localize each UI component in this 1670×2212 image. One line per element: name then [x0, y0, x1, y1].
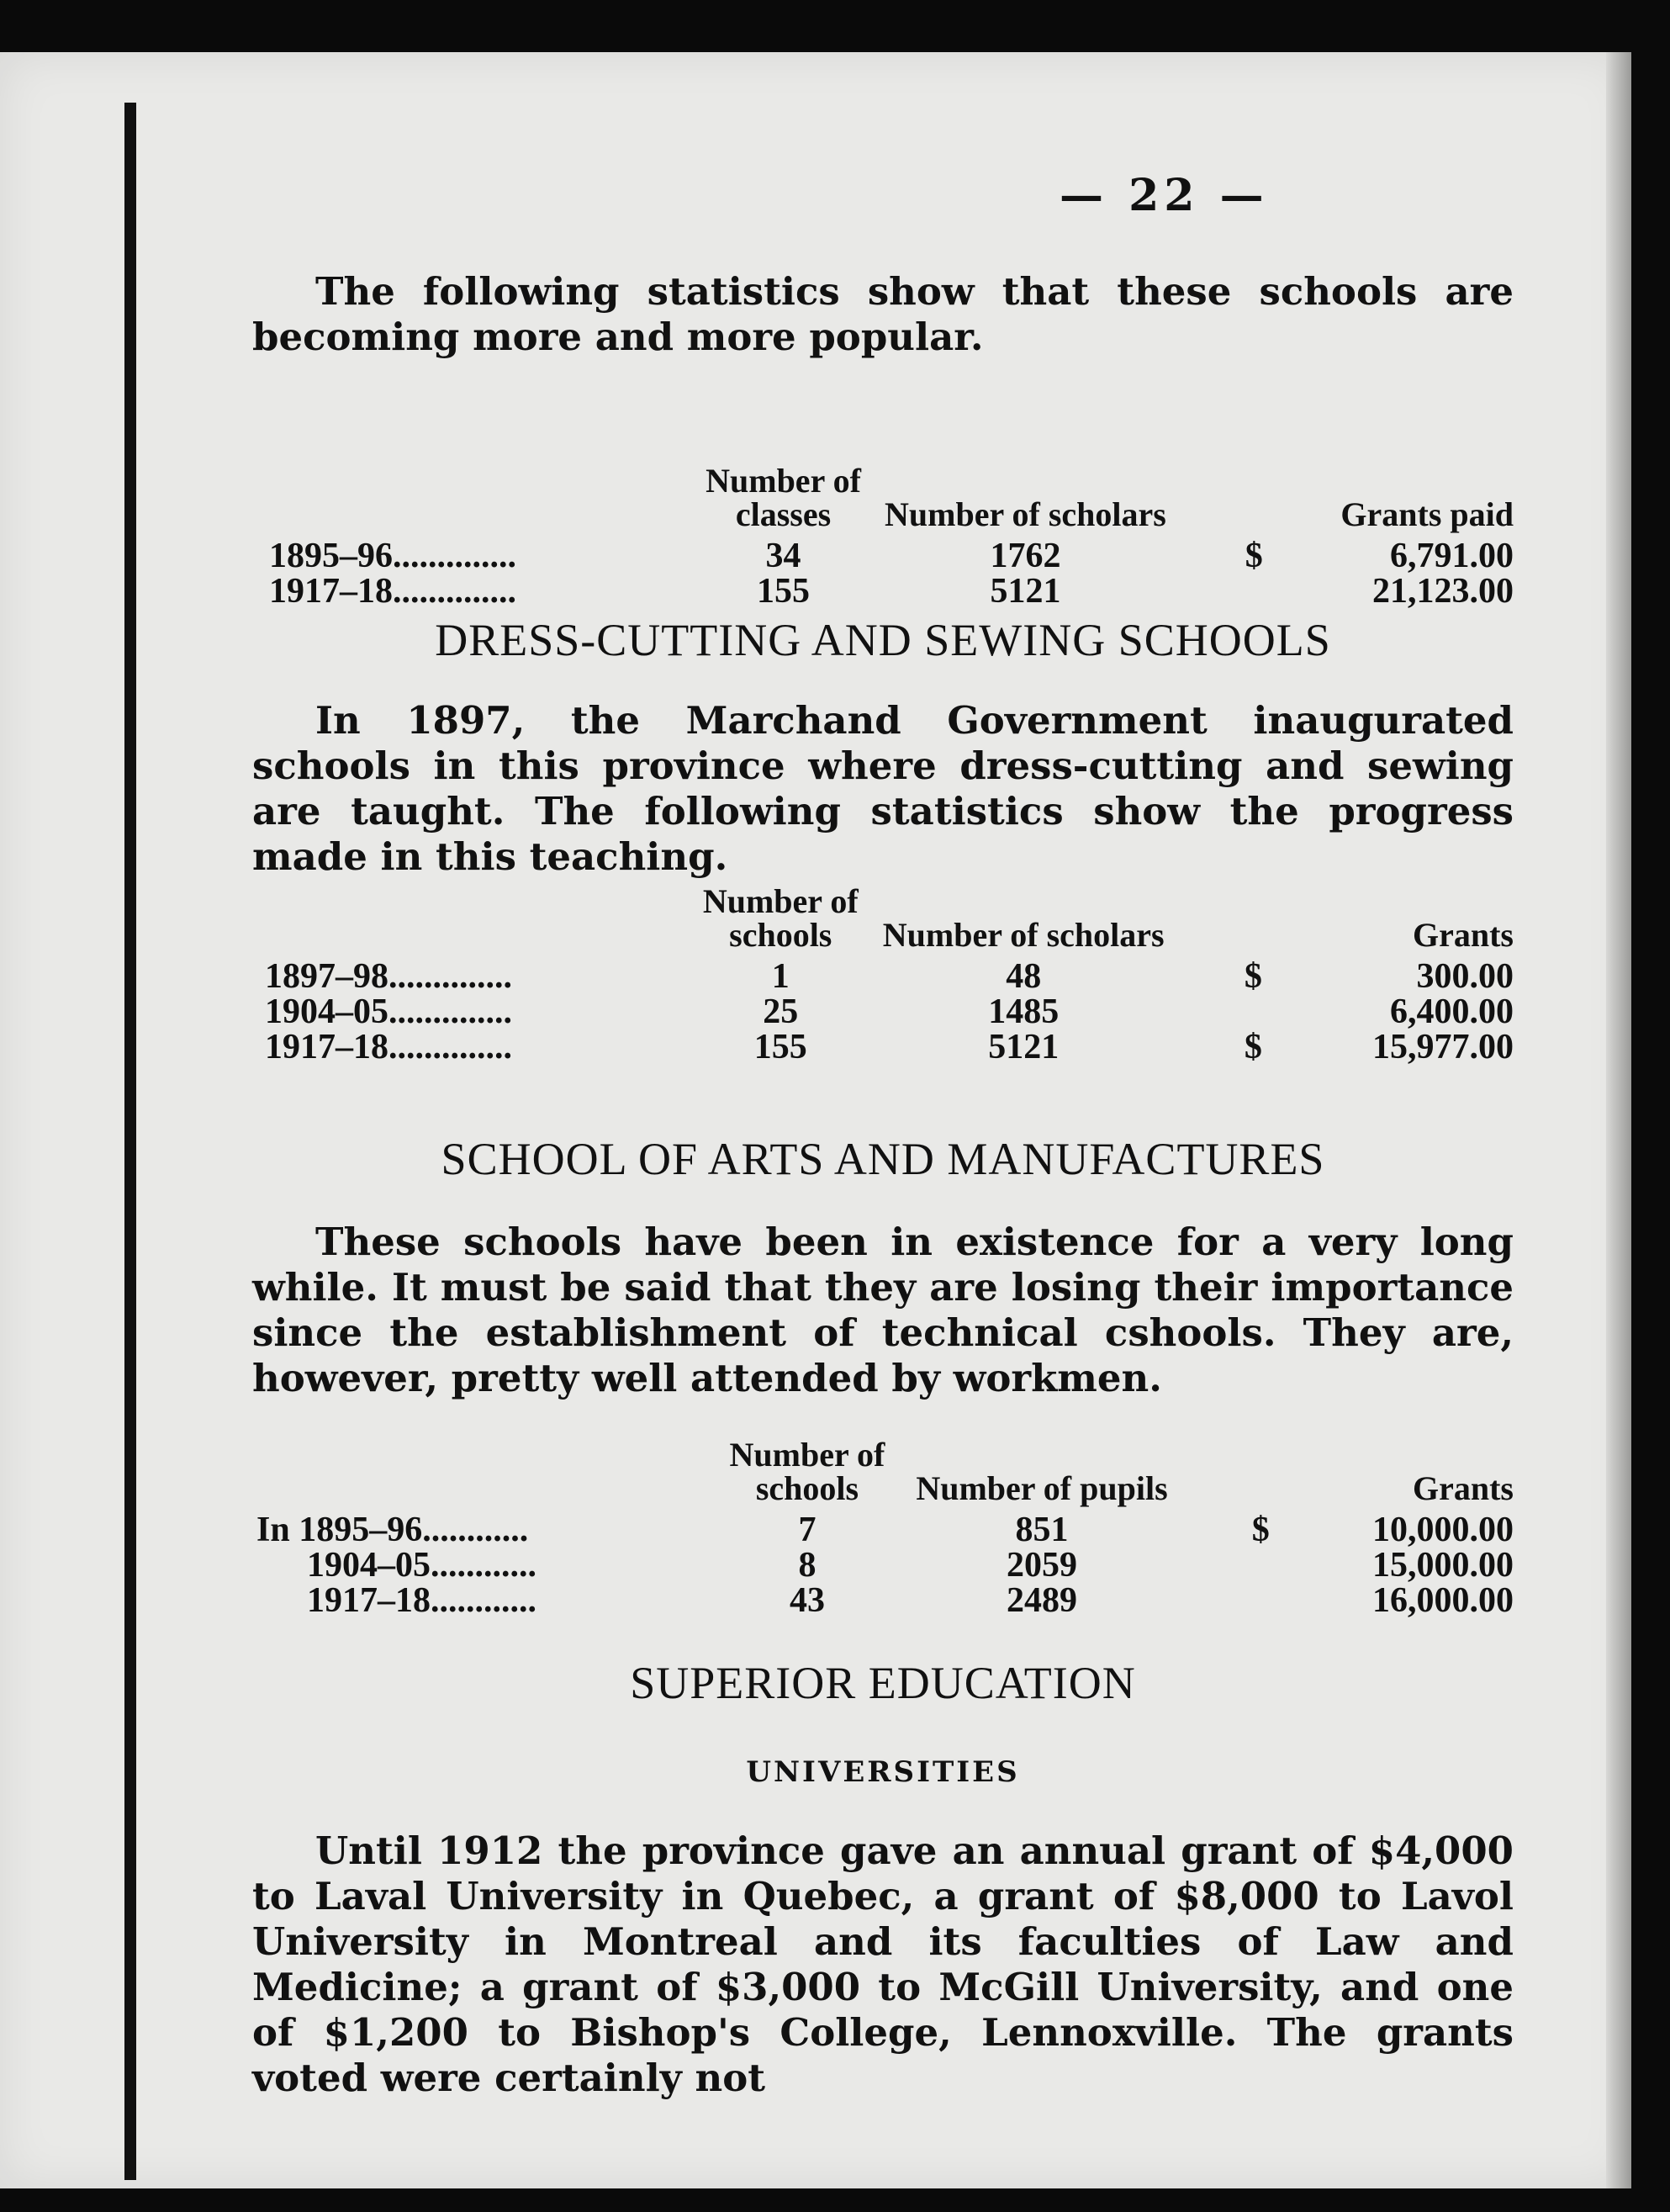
table-header-cell: Number of classes	[706, 462, 861, 533]
table-row	[256, 1512, 1514, 1548]
table-header-cell: Number of scholars	[882, 916, 1165, 954]
table-header-cell: Number of scholars	[885, 495, 1166, 533]
table-header-cell: Grants	[1413, 916, 1514, 954]
dollar-sign: $	[1251, 1511, 1270, 1549]
table-header-cell	[256, 1438, 713, 1512]
section-heading-arts-manufactures: SCHOOL OF ARTS AND MANUFACTURES	[441, 1134, 1325, 1184]
table-cell: 25	[763, 992, 799, 1031]
table-row	[265, 959, 1514, 994]
row-year: 1917–18	[269, 572, 393, 611]
table-header-cell: Number of schools	[702, 882, 859, 954]
table-cell: 2489	[1006, 1581, 1077, 1620]
dollar-sign	[1182, 1548, 1269, 1583]
table-cell: 851	[1015, 1511, 1069, 1549]
leader-dots: ............	[431, 1546, 536, 1585]
dress-cutting-paragraph: In 1897, the Marchand Government inaugurated schools in this province where dress-cutting and sewing are taught. The following statistics show the progress made in this teaching.	[252, 698, 1514, 879]
table-cell: 15,000.00	[1372, 1546, 1514, 1585]
table-row	[269, 574, 1514, 609]
table-cell: 10,000.00	[1372, 1511, 1514, 1549]
table-cell: 1	[771, 957, 790, 996]
table-row	[265, 994, 1514, 1029]
leader-dots: ............	[431, 1581, 536, 1620]
leader-dots: ..............	[388, 957, 512, 996]
intro-paragraph: The following statistics show that these schools are becoming more and more popular.	[252, 269, 1514, 359]
page-binding-edge	[124, 103, 136, 2180]
leader-dots: ..............	[393, 572, 516, 611]
row-year: 1917–18	[307, 1581, 431, 1620]
dollar-sign: $	[1245, 537, 1263, 575]
dollar-sign: $	[1244, 957, 1262, 996]
leader-dots: ..............	[393, 537, 516, 575]
table-cell: 2059	[1006, 1546, 1077, 1585]
table-dress-cutting-stats	[265, 882, 1514, 1066]
row-year: 1904–05	[265, 992, 388, 1031]
table-cell: 8	[798, 1546, 817, 1585]
table-header-cell	[1171, 464, 1263, 538]
dollar-sign: $	[1244, 1028, 1262, 1066]
row-year: 1895–96	[269, 537, 393, 575]
table-row	[269, 538, 1514, 574]
table-arts-manufactures-stats	[256, 1438, 1514, 1618]
table-header-cell	[1182, 1438, 1269, 1512]
page-number: — 22 —	[1060, 170, 1269, 221]
table-cell: 15,977.00	[1372, 1028, 1514, 1066]
arts-manufactures-paragraph: These schools have been in existence for a very long while. It must be said that they are losing their importance since the establishment of technical cshools. They are, however, pretty well attended by workmen.	[252, 1220, 1514, 1400]
section-heading-superior-education: SUPERIOR EDUCATION	[630, 1658, 1136, 1708]
book-page	[0, 52, 1631, 2188]
page-right-edge	[1606, 52, 1631, 2188]
table-cell: 1485	[988, 992, 1060, 1031]
table-cell: 16,000.00	[1372, 1581, 1514, 1620]
table-cell: 300.00	[1416, 957, 1514, 996]
row-year: 1897–98	[265, 957, 388, 996]
table-header-cell: Grants	[1413, 1469, 1514, 1507]
table-row	[256, 1583, 1514, 1618]
table-header-cell	[269, 464, 687, 538]
dollar-sign	[1170, 994, 1261, 1029]
table-cell: 1762	[990, 537, 1061, 575]
section-heading-dress-cutting: DRESS-CUTTING AND SEWING SCHOOLS	[435, 615, 1331, 665]
table-header-row	[256, 1438, 1514, 1512]
table-cell: 6,400.00	[1390, 992, 1514, 1031]
table-cell: 155	[753, 1028, 807, 1066]
table-cell: 5121	[990, 572, 1061, 611]
section-subheading-universities: UNIVERSITIES	[746, 1755, 1020, 1789]
table-cell: 21,123.00	[1372, 572, 1514, 611]
table-cell: 155	[757, 572, 811, 611]
universities-paragraph: Until 1912 the province gave an annual grant of $4,000 to Laval University in Quebec, a grant of $8,000 to Lavol University in Montreal and its faculties of Law and Medicine; a grant of $3,000 to McGill University, and one of $1,200 to Bishop's College, Lennoxville. The grants voted were certainly not	[252, 1828, 1514, 2100]
leader-dots: ..............	[388, 1028, 512, 1066]
table-cell: 43	[789, 1581, 825, 1620]
table-header-cell: Grants paid	[1340, 495, 1514, 533]
table-row	[265, 1029, 1514, 1065]
table-header-cell: Number of pupils	[916, 1469, 1168, 1507]
row-year: 1917–18	[265, 1028, 388, 1066]
table-header-cell	[265, 885, 684, 959]
dollar-sign	[1171, 574, 1263, 609]
table-row	[256, 1548, 1514, 1583]
table-cell: 48	[1006, 957, 1042, 996]
table-header-cell	[1170, 885, 1261, 959]
dollar-sign	[1182, 1583, 1269, 1618]
row-year: 1904–05	[307, 1546, 431, 1585]
table-header-row	[265, 885, 1514, 959]
leader-dots: ..............	[388, 992, 512, 1031]
table-cell: 5121	[988, 1028, 1060, 1066]
table-cell: 34	[765, 537, 801, 575]
table-header-row	[269, 464, 1514, 538]
leader-dots: ............	[422, 1511, 529, 1549]
row-year: In 1895–96	[256, 1511, 423, 1549]
table-cell: 7	[798, 1511, 817, 1549]
table-cell: 6,791.00	[1390, 537, 1514, 575]
table-header-cell: Number of schools	[729, 1436, 885, 1507]
table-popularity-stats	[269, 464, 1514, 609]
